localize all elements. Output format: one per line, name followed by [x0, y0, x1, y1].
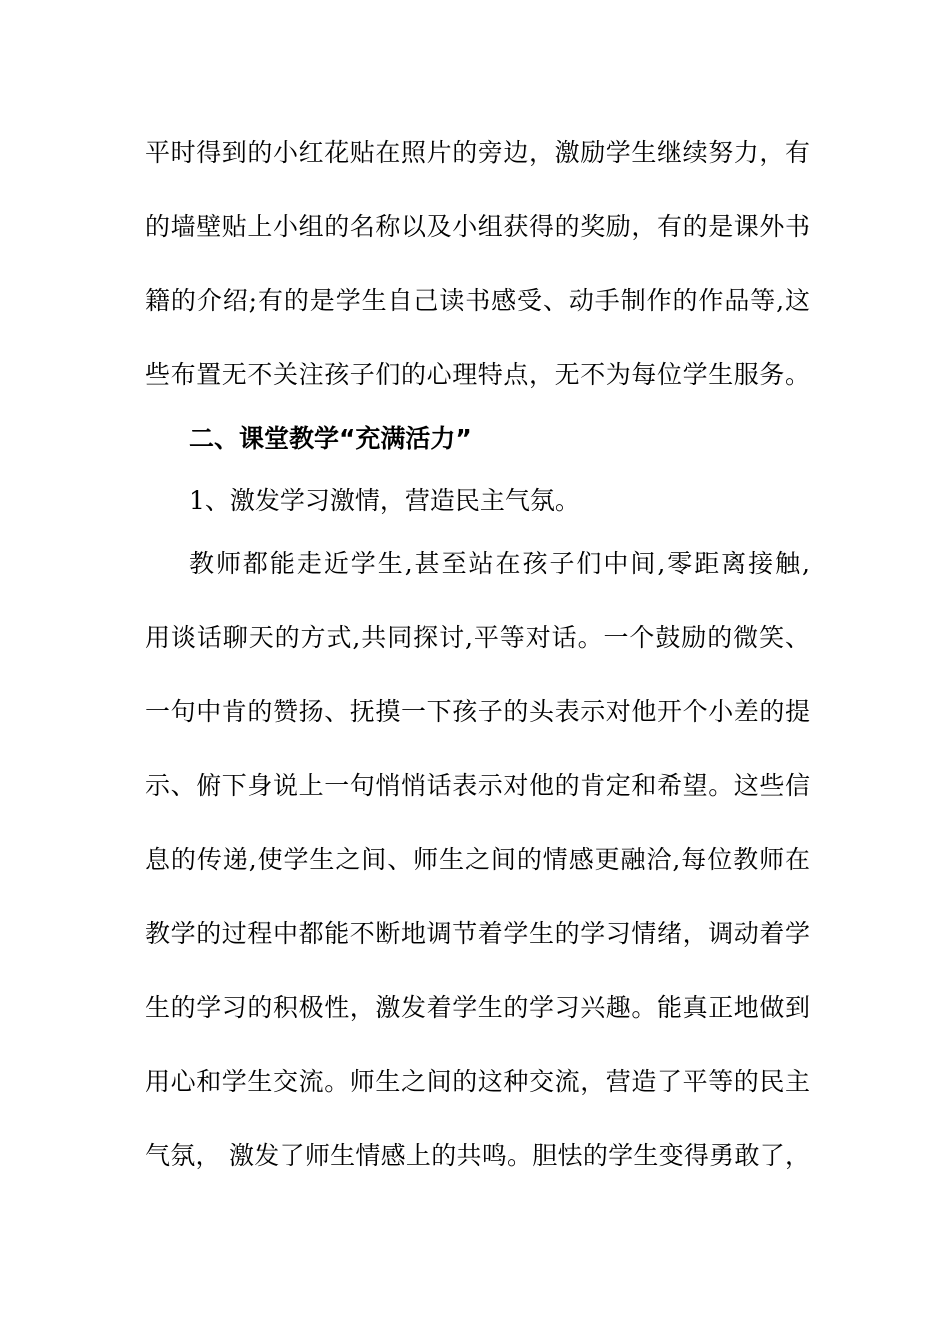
subsection-heading: 1、激发学习激情，营造民主气氛。	[189, 486, 580, 515]
body-line-9: 一句中肯的赞扬、抚摸一下孩子的头表示对他开个小差的提	[145, 697, 810, 726]
body-line-11: 息的传递,使学生之间、师生之间的情感更融洽,每位教师在	[145, 845, 810, 874]
body-line-3: 籍的介绍;有的是学生自己读书感受、动手制作的作品等,这	[145, 286, 810, 315]
section-heading: 二、课堂教学“充满活力”	[189, 424, 472, 453]
body-line-1: 平时得到的小红花贴在照片的旁边，激励学生继续努力，有	[145, 138, 810, 167]
body-line-15: 气氛， 激发了师生情感上的共鸣。胆怯的学生变得勇敢了，	[145, 1141, 810, 1170]
body-line-8: 用谈话聊天的方式,共同探讨,平等对话。一个鼓励的微笑、	[145, 623, 810, 652]
body-line-4: 些布置无不关注孩子们的心理特点，无不为每位学生服务。	[145, 360, 810, 389]
body-line-10: 示、俯下身说上一句悄悄话表示对他的肯定和希望。这些信	[145, 771, 810, 800]
body-line-14: 用心和学生交流。师生之间的这种交流，营造了平等的民主	[145, 1067, 810, 1096]
body-line-12: 教学的过程中都能不断地调节着学生的学习情绪，调动着学	[145, 919, 810, 948]
body-line-13: 生的学习的积极性，激发着学生的学习兴趣。能真正地做到	[145, 993, 810, 1022]
body-line-7: 教师都能走近学生,甚至站在孩子们中间,零距离接触,	[189, 549, 810, 578]
body-line-2: 的墙壁贴上小组的名称以及小组获得的奖励，有的是课外书	[145, 212, 810, 241]
